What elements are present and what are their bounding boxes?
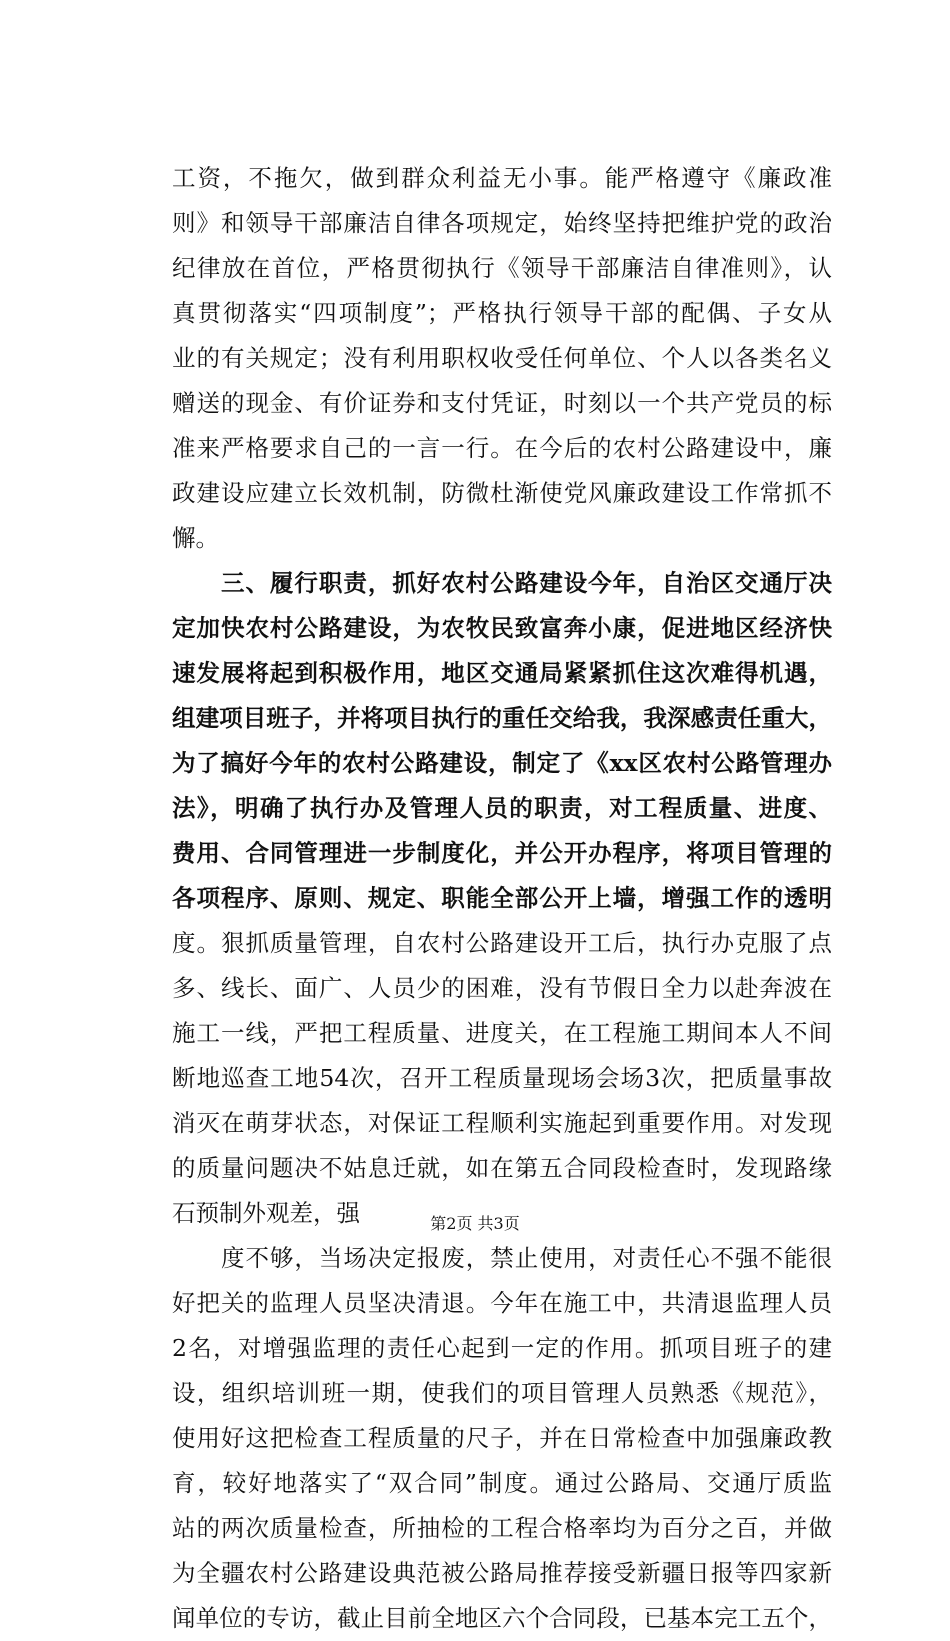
text-line: 真贯彻落实“四项制度”；严格执行领导干部的配偶、子女从 [172,299,832,327]
text-line: 组建项目班子，并将项目执行的重任交给我，我深感责任重大， [172,704,832,732]
text-line: 度不够，当场决定报废，禁止使用，对责任心不强不能很 [172,1244,832,1272]
page-footer: 第2页 共3页 [430,1214,520,1233]
text-line: 度。狠抓质量管理，自农村公路建设开工后，执行办克服了点 [172,929,832,957]
text-line: 速发展将起到积极作用，地区交通局紧紧抓住这次难得机遇， [172,659,832,687]
text-line: 设，组织培训班一期，使我们的项目管理人员熟悉《规范》， [172,1379,832,1407]
text-line: 业的有关规定；没有利用职权收受任何单位、个人以各类名义 [172,344,832,372]
text-line: 三、履行职责，抓好农村公路建设今年，自治区交通厅决 [172,569,832,597]
text-line: 则》和领导干部廉洁自律各项规定，始终坚持把维护党的政治 [172,209,832,237]
text-line: 站的两次质量检查，所抽检的工程合格率均为百分之百，并做 [172,1514,832,1542]
text-line: 政建设应建立长效机制，防微杜渐使党风廉政建设工作常抓不 [172,479,832,507]
text-line: 多、线长、面广、人员少的困难，没有节假日全力以赴奔波在 [172,974,832,1002]
text-line: 纪律放在首位，严格贯彻执行《领导干部廉洁自律准则》，认 [172,254,832,282]
text-line: 闻单位的专访，截止目前全地区六个合同段，已基本完工五个， [172,1604,832,1632]
text-line: 费用、合同管理进一步制度化，并公开办程序，将项目管理的 [172,839,832,867]
text-line: 各项程序、原则、规定、职能全部公开上墙，增强工作的透明 [172,884,832,912]
text-line: 断地巡查工地54次，召开工程质量现场会场3次，把质量事故 [172,1064,832,1092]
text-line: 法》，明确了执行办及管理人员的职责，对工程质量、进度、 [172,794,832,822]
text-line: 施工一线，严把工程质量、进度关，在工程施工期间本人不间 [172,1019,832,1047]
text-line: 为了搞好今年的农村公路建设，制定了《xx区农村公路管理办 [172,749,832,777]
text-line: 准来严格要求自己的一言一行。在今后的农村公路建设中，廉 [172,434,832,462]
text-line: 2名，对增强监理的责任心起到一定的作用。抓项目班子的建 [172,1334,832,1362]
text-line: 消灭在萌芽状态，对保证工程顺利实施起到重要作用。对发现 [172,1109,832,1137]
text-line: 使用好这把检查工程质量的尺子，并在日常检查中加强廉政教 [172,1424,832,1452]
text-line: 好把关的监理人员坚决清退。今年在施工中，共清退监理人员 [172,1289,832,1317]
text-line: 为全疆农村公路建设典范被公路局推荐接受新疆日报等四家新 [172,1559,832,1587]
text-line: 工资，不拖欠，做到群众利益无小事。能严格遵守《廉政准 [172,164,832,192]
text-line: 石预制外观差，强 [172,1199,360,1227]
text-line: 育，较好地落实了“双合同”制度。通过公路局、交通厅质监 [172,1469,832,1497]
text-line: 赠送的现金、有价证券和支付凭证，时刻以一个共产党员的标 [172,389,832,417]
text-line: 定加快农村公路建设，为农牧民致富奔小康，促进地区经济快 [172,614,832,642]
text-line: 的质量问题决不姑息迁就，如在第五合同段检查时，发现路缘 [172,1154,832,1182]
text-line: 懈。 [172,524,219,552]
document-body [172,156,832,1641]
